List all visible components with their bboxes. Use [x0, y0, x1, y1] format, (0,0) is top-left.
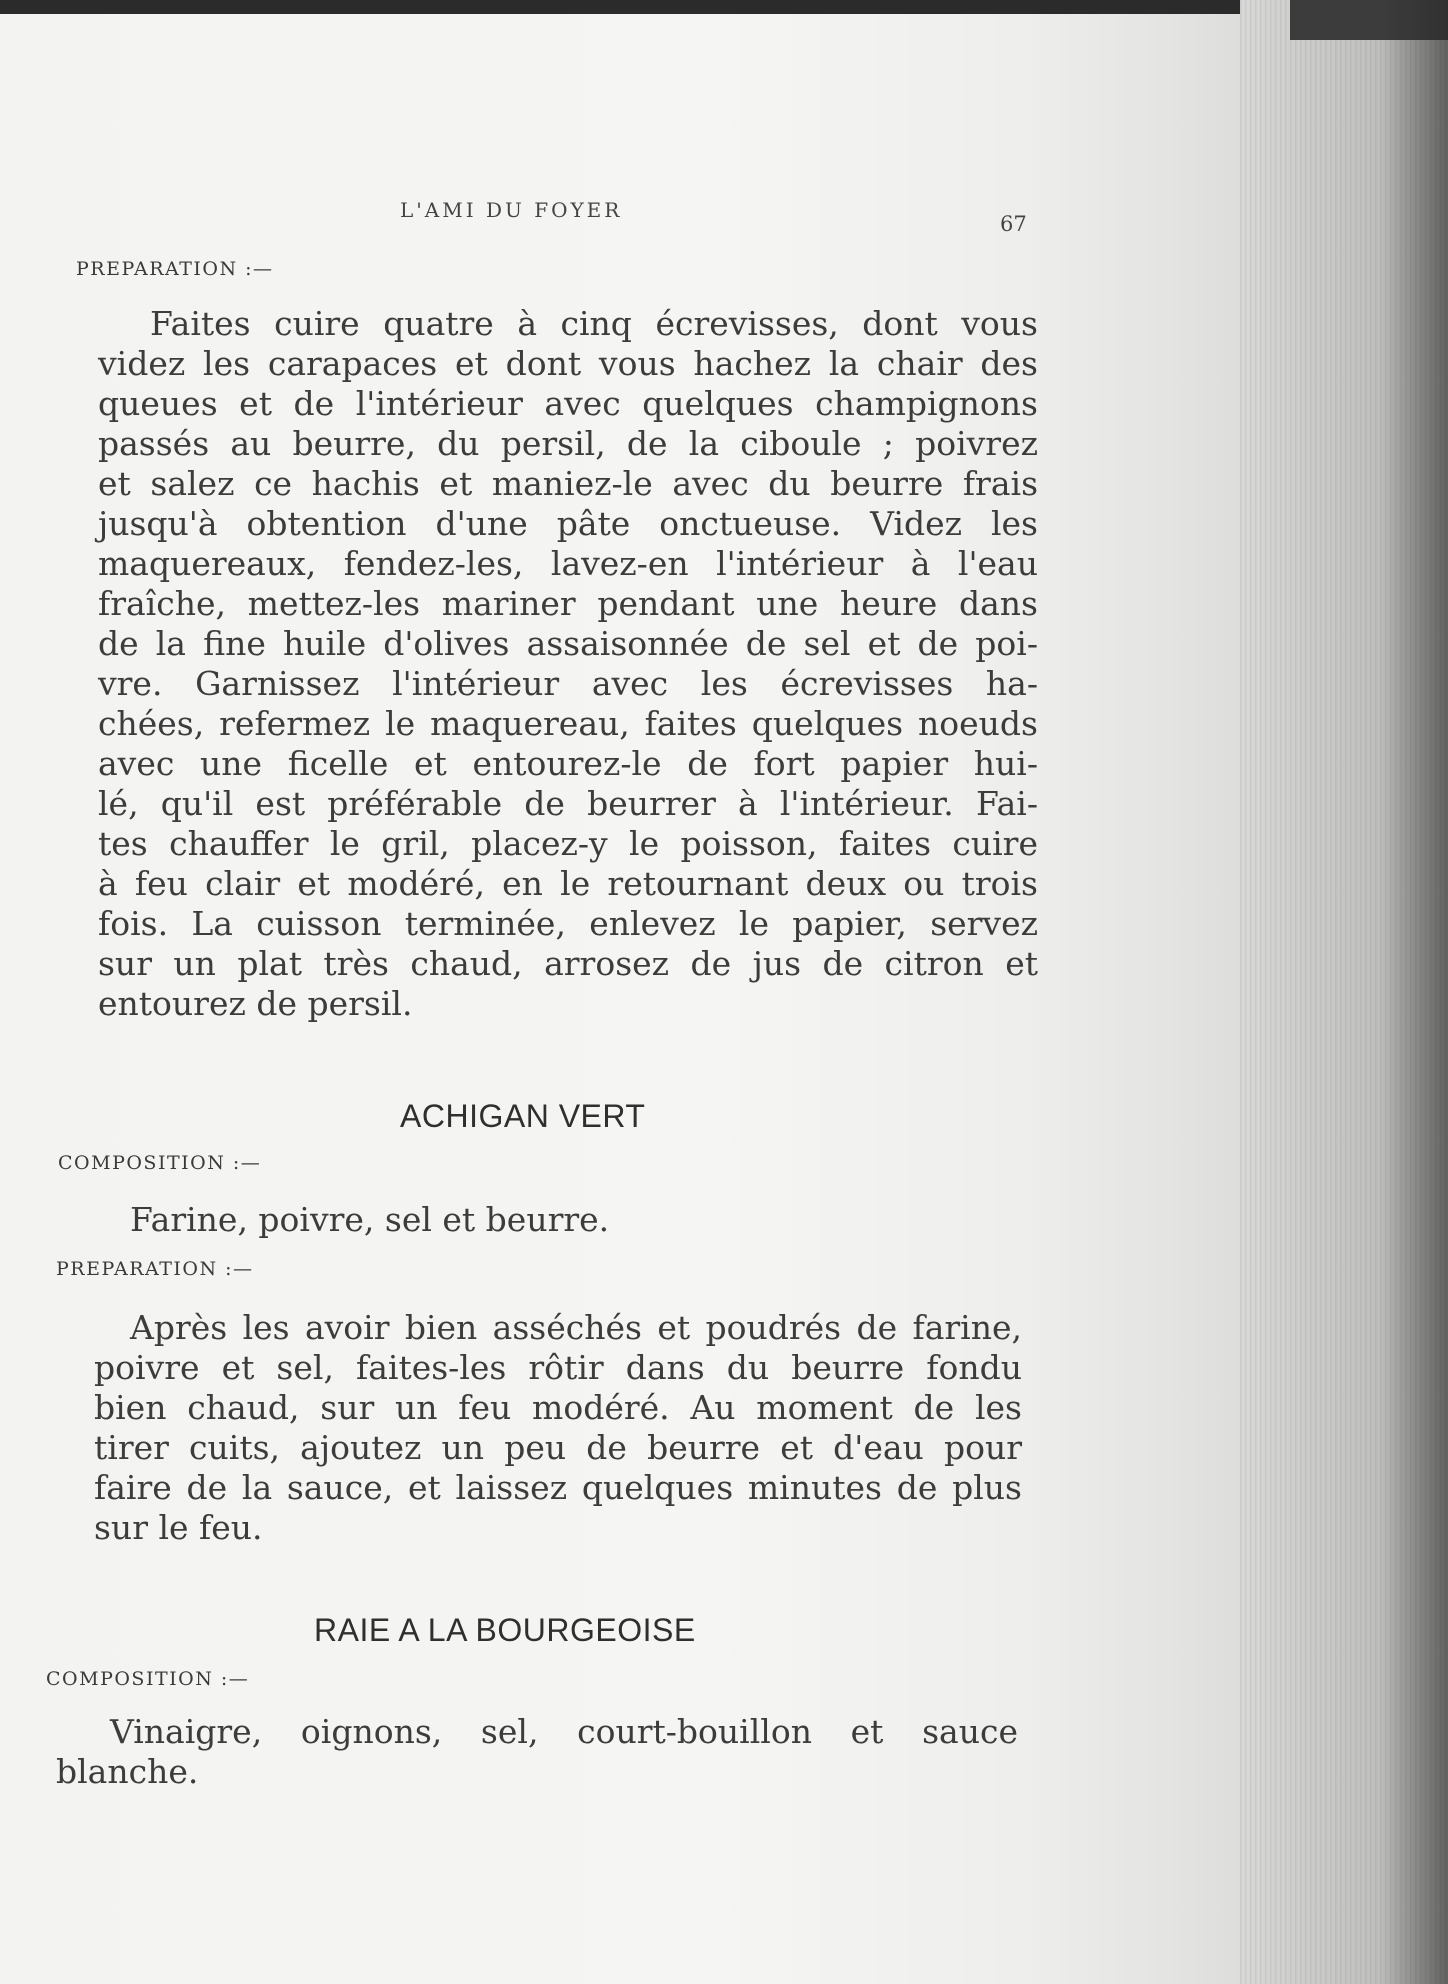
- page-number: 67: [1000, 212, 1027, 236]
- preparation-paragraph-1: [98, 304, 1038, 1024]
- text-line: tirer cuits, ajoutez un peu de beurre et d'eau pour: [94, 1428, 1022, 1467]
- preparation-paragraph-2: [94, 1308, 1022, 1548]
- text-line: Faites cuire quatre à cinq écrevisses, dont vous: [150, 304, 1038, 343]
- running-head: L'AMI DU FOYER: [400, 198, 623, 222]
- preparation-label-2: PREPARATION :—: [56, 1258, 254, 1280]
- text-line: à feu clair et modéré, en le retournant deux ou trois: [98, 864, 1038, 903]
- text-line: fraîche, mettez-les mariner pendant une heure dans: [98, 584, 1038, 623]
- text-line: jusqu'à obtention d'une pâte onctueuse. Videz les: [98, 504, 1038, 543]
- text-line: blanche.: [56, 1752, 199, 1791]
- text-line: sur un plat très chaud, arrosez de jus de citron et: [98, 944, 1038, 983]
- text-line: lé, qu'il est préférable de beurrer à l'intérieur. Fai-: [98, 784, 1038, 823]
- text-line: chées, refermez le maquereau, faites quelques noeuds: [98, 704, 1038, 743]
- composition-label-3: COMPOSITION :—: [46, 1668, 250, 1690]
- text-line: de la fine huile d'olives assaisonnée de sel et de poi-: [98, 624, 1038, 663]
- text-line: passés au beurre, du persil, de la ciboule ; poivrez: [98, 424, 1038, 463]
- text-line: videz les carapaces et dont vous hachez la chair des: [98, 344, 1038, 383]
- composition-text-2: Farine, poivre, sel et beurre.: [130, 1200, 610, 1239]
- text-line: vre. Garnissez l'intérieur avec les écrevisses ha-: [98, 664, 1038, 703]
- text-line: poivre et sel, faites-les rôtir dans du beurre fondu: [94, 1348, 1022, 1387]
- text-line: Vinaigre, oignons, sel, court-bouillon et sauce: [110, 1712, 1018, 1751]
- text-line: maquereaux, fendez-les, lavez-en l'intérieur à l'eau: [98, 544, 1038, 583]
- composition-label-2: COMPOSITION :—: [58, 1152, 262, 1174]
- text-line: Après les avoir bien asséchés et poudrés de farine,: [130, 1308, 1022, 1347]
- text-line: et salez ce hachis et maniez-le avec du beurre frais: [98, 464, 1038, 503]
- preparation-label-1: PREPARATION :—: [76, 258, 274, 280]
- text-line: faire de la sauce, et laissez quelques minutes de plus: [94, 1468, 1022, 1507]
- recipe-title-raie-a-la-bourgeoise: RAIE A LA BOURGEOISE: [314, 1612, 696, 1648]
- text-line: tes chauffer le gril, placez-y le poisson, faites cuire: [98, 824, 1038, 863]
- text-line: entourez de persil.: [98, 984, 413, 1023]
- text-line: queues et de l'intérieur avec quelques champignons: [98, 384, 1038, 423]
- text-line: avec une ficelle et entourez-le de fort papier hui-: [98, 744, 1038, 783]
- text-line: bien chaud, sur un feu modéré. Au moment de les: [94, 1388, 1022, 1427]
- text-line: fois. La cuisson terminée, enlevez le papier, servez: [98, 904, 1038, 943]
- text-line: sur le feu.: [94, 1508, 263, 1547]
- recipe-title-achigan-vert: ACHIGAN VERT: [400, 1098, 646, 1134]
- composition-text-3: [56, 1712, 1018, 1792]
